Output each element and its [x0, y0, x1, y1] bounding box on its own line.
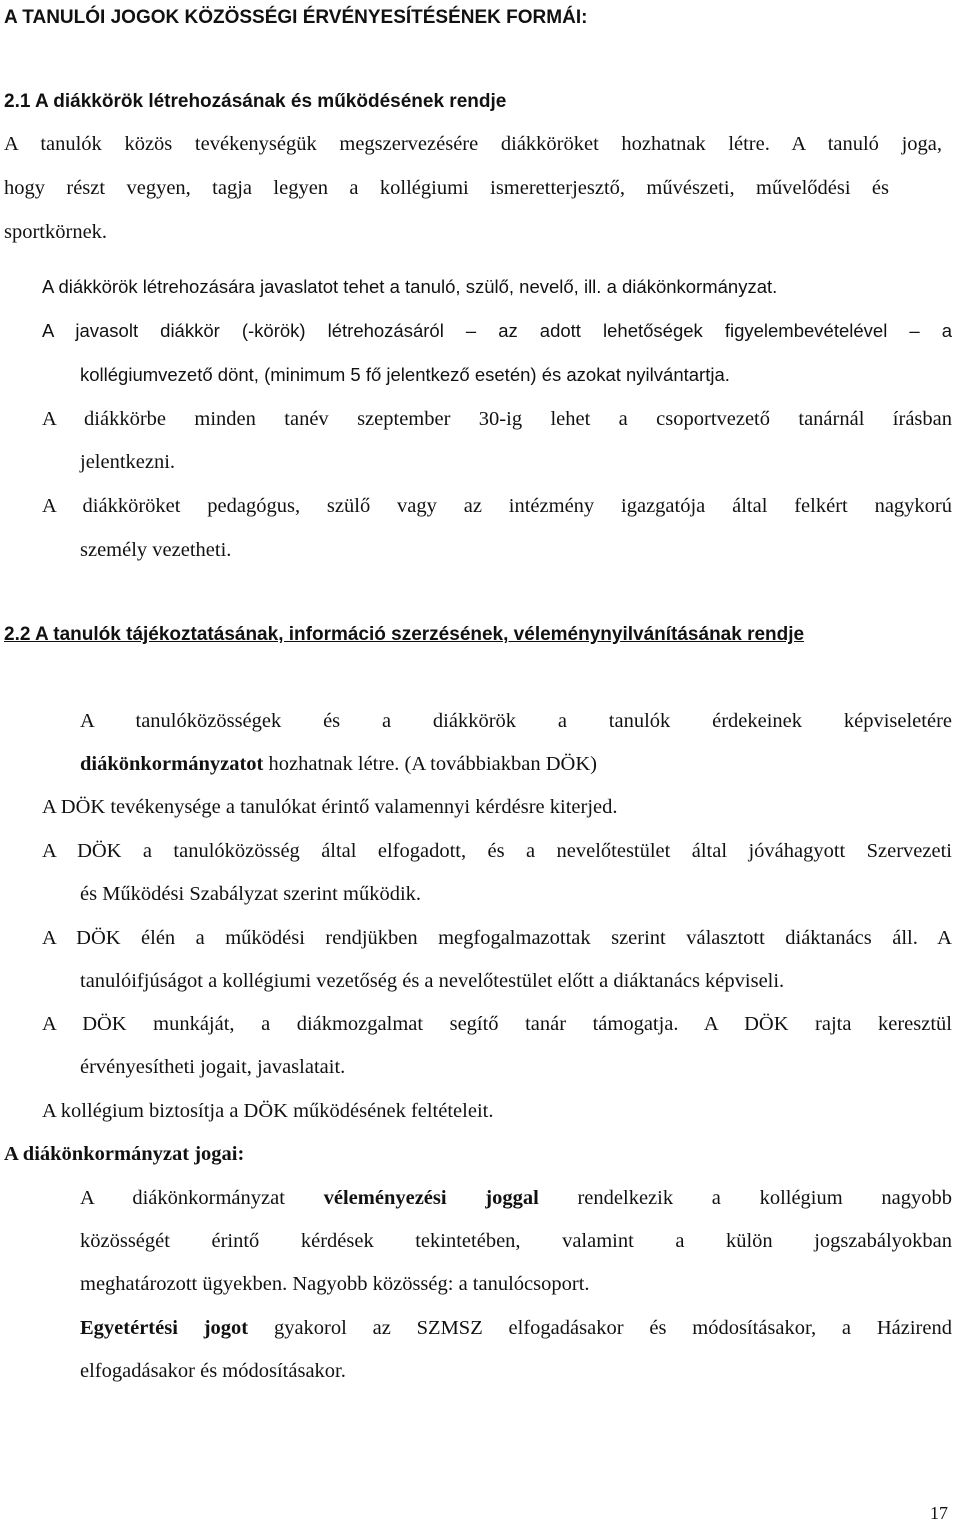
paragraph-line: sportkörnek.: [4, 221, 108, 243]
paragraph-line: és Működési Szabályzat szerint működik.: [80, 883, 422, 905]
paragraph-line: A DÖK tevékenysége a tanulókat érintő valamennyi kérdésre kiterjed.: [42, 796, 618, 818]
paragraph-line: A diákkörbe minden tanév szeptember 30-ig lehet a csoportvezető tanárnál írásban: [42, 408, 952, 430]
section-2-1-heading: 2.1 A diákkörök létrehozásának és működésének rendje: [4, 91, 507, 112]
paragraph-line: meghatározott ügyekben. Nagyobb közösség: a tanulócsoport.: [80, 1273, 590, 1295]
page-title: A TANULÓI JOGOK KÖZÖSSÉGI ÉRVÉNYESÍTÉSÉNEK FORMÁI:: [4, 7, 588, 28]
paragraph-line: [80, 754, 597, 775]
paragraph-line: A kollégium biztosítja a DÖK működésének feltételeit.: [42, 1100, 494, 1122]
paragraph-line: elfogadásakor és módosításakor.: [80, 1360, 346, 1382]
paragraph-line: A DÖK munkáját, a diákmozgalmat segítő tanár támogatja. A DÖK rajta keresztül: [42, 1013, 952, 1035]
paragraph-line: [80, 1318, 952, 1339]
paragraph-line: A DÖK élén a működési rendjükben megfogalmazottak szerint választott diáktanács áll. A: [42, 927, 952, 949]
paragraph-line: A tanulóközösségek és a diákkörök a tanulók érdekeinek képviseletére: [80, 710, 952, 732]
section-2-2-heading: 2.2 A tanulók tájékoztatásának, információ szerzésének, véleménynyilvánításának rendje: [4, 624, 805, 645]
paragraph-line: közösségét érintő kérdések tekintetében, valamint a külön jogszabályokban: [80, 1230, 952, 1252]
paragraph-line: [80, 1188, 952, 1209]
text-span: rendelkezik a kollégium nagyobb: [538, 1187, 952, 1209]
paragraph-line: jelentkezni.: [80, 451, 176, 473]
rights-heading: A diákönkormányzat jogai:: [4, 1143, 245, 1165]
bold-term: diákönkormányzatot: [80, 753, 264, 775]
paragraph-line: érvényesítheti jogait, javaslatait.: [80, 1056, 346, 1078]
paragraph-line: A DÖK a tanulóközösség által elfogadott, és a nevelőtestület által jóváhagyott Szervezeti: [42, 840, 952, 862]
paragraph-line: A javasolt diákkör (-körök) létrehozásáról – az adott lehetőségek figyelembevételével – a: [42, 320, 952, 341]
paragraph-line: személy vezetheti.: [80, 539, 232, 561]
paragraph-line: hogy részt vegyen, tagja legyen a kollégiumi ismeretterjesztő, művészeti, művelődési és: [4, 177, 889, 199]
paragraph-line: A tanulók közös tevékenységük megszervezésére diákköröket hozhatnak létre. A tanuló joga,: [4, 133, 942, 155]
text-span: gyakorol az SZMSZ elfogadásakor és módosításakor, a Házirend: [248, 1317, 952, 1339]
text-span: A diákönkormányzat: [80, 1187, 324, 1209]
paragraph-line: A diákkörök létrehozására javaslatot tehet a tanuló, szülő, nevelő, ill. a diákönkormányzat.: [42, 276, 778, 297]
bold-term: Egyetértési jogot: [80, 1317, 249, 1339]
bold-term: véleményezési joggal: [323, 1187, 539, 1209]
text-span: hozhatnak létre. (A továbbiakban DÖK): [263, 753, 597, 775]
paragraph-line: A diákköröket pedagógus, szülő vagy az intézmény igazgatója által felkért nagykorú: [42, 495, 952, 517]
paragraph-line: kollégiumvezető dönt, (minimum 5 fő jelentkező esetén) és azokat nyilvántartja.: [80, 364, 730, 385]
paragraph-line: tanulóifjúságot a kollégiumi vezetőség és a nevelőtestület előtt a diáktanács képviseli.: [80, 970, 785, 992]
page-number: 17: [930, 1503, 948, 1523]
